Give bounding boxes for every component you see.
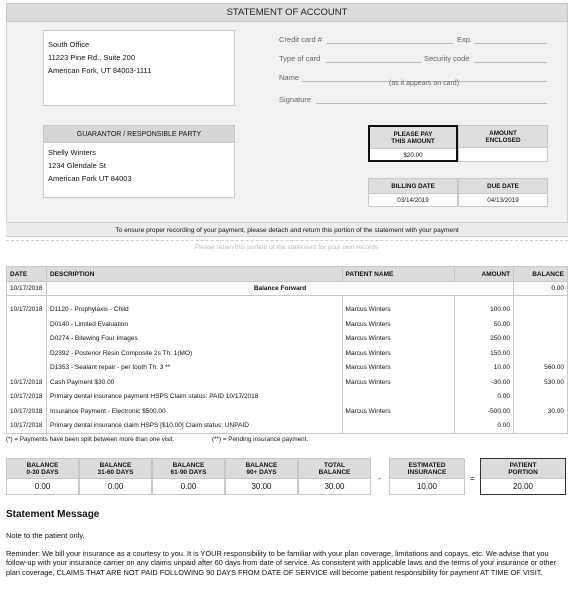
cell-amount: 150.00 <box>455 346 514 361</box>
cell-description: D1120 - Prophylaxis - Child <box>46 303 342 318</box>
exp-field[interactable] <box>474 43 547 44</box>
please-pay-amount: $20.00 <box>403 152 423 159</box>
estimated-insurance-label-line1: ESTIMATED <box>408 461 446 469</box>
cell-date <box>7 332 47 347</box>
aging-box-31-60 <box>79 458 152 495</box>
cardholder-name-label: Name <box>279 73 300 82</box>
signature-field[interactable] <box>316 103 547 104</box>
aging-label-line1: BALANCE <box>172 461 205 469</box>
cell-patient: Marcus Winters <box>342 317 455 332</box>
col-date-header: DATE <box>7 267 47 282</box>
cell-description: D1353 - Sealant repair - per tooth Th: 3 ** <box>46 361 342 376</box>
guarantor-title: GUARANTOR / RESPONSIBLE PARTY <box>44 126 234 143</box>
detach-instructions: To ensure proper recording of your payment, please detach and return this portion of the statement with your payment <box>6 222 568 237</box>
col-description-header: DESCRIPTION <box>46 267 342 282</box>
cell-date: 10/17/2018 <box>7 375 47 390</box>
table-row <box>7 361 568 376</box>
cell-amount: 250.00 <box>455 332 514 347</box>
table-row <box>7 346 568 361</box>
cell-amount: 10.00 <box>455 361 514 376</box>
table-row <box>7 303 568 318</box>
guarantor-address-line1: 1234 Glendale St <box>48 161 106 170</box>
security-code-field[interactable] <box>474 62 547 63</box>
exp-label: Exp. <box>457 35 473 44</box>
minus-sign: - <box>378 474 381 483</box>
cell-balance: 30.00 <box>514 404 568 419</box>
guarantor-name: Shelly Winters <box>48 148 96 157</box>
cell-date: 10/17/2018 <box>7 390 47 405</box>
billing-date-label: BILLING DATE <box>369 179 457 194</box>
balance-forward-balance: 0.00 <box>514 282 568 296</box>
cell-balance <box>514 332 568 347</box>
cell-description: D0274 - Bitewing Four Images <box>46 332 342 347</box>
office-address-box <box>43 30 235 106</box>
cell-balance <box>514 346 568 361</box>
cell-patient <box>342 419 455 434</box>
col-balance-header: BALANCE <box>514 267 568 282</box>
statement-message-note: Note to the patient only. <box>6 531 85 540</box>
cell-balance: 560.00 <box>514 361 568 376</box>
aging-value: 0.00 <box>34 482 51 491</box>
aging-box-90-plus <box>225 458 298 495</box>
cell-balance: 530.00 <box>514 375 568 390</box>
due-date-label: DUE DATE <box>459 179 547 194</box>
aging-label-line1: BALANCE <box>26 461 59 469</box>
cell-balance <box>514 390 568 405</box>
cell-date: 10/17/2018 <box>7 419 47 434</box>
aging-label-line1: BALANCE <box>99 461 132 469</box>
aging-value: 0.00 <box>180 482 197 491</box>
equals-sign: = <box>470 474 475 483</box>
cell-patient: Marcus Winters <box>342 404 455 419</box>
estimated-insurance-box <box>389 458 465 495</box>
amount-enclosed-box <box>458 125 548 162</box>
cell-description: Insurance Payment - Electronic $500.00 <box>46 404 342 419</box>
patient-portion-value: 20.00 <box>512 482 534 491</box>
guarantor-address-line2: American Fork UT 84003 <box>48 174 132 183</box>
cell-balance <box>514 303 568 318</box>
aging-label-line2: 0-30 DAYS <box>26 469 59 476</box>
table-row <box>7 390 568 405</box>
aging-value: 30.00 <box>251 482 272 491</box>
please-pay-label-line2: THIS AMOUNT <box>391 138 435 145</box>
aging-label-line2: 31-60 DAYS <box>97 469 134 476</box>
cell-date <box>7 346 47 361</box>
transactions-table <box>6 266 568 434</box>
please-pay-box <box>368 125 458 162</box>
signature-label: Signature <box>279 95 312 104</box>
estimated-insurance-value: 10.00 <box>416 482 438 491</box>
aging-label-line2: 90+ DAYS <box>246 469 277 476</box>
amount-enclosed-label-line2: ENCLOSED <box>485 137 521 144</box>
cell-amount: -500.00 <box>455 404 514 419</box>
cell-patient: Marcus Winters <box>342 332 455 347</box>
patient-portion-box <box>480 458 566 495</box>
credit-card-label: Credit card # <box>279 35 322 44</box>
cell-description: Primary dental insurance claim HSPS [$10.00] Claim status: UNPAID <box>46 419 342 434</box>
office-address-line1: 11223 Pine Rd., Suite 200 <box>48 53 136 62</box>
col-patient-header: PATIENT NAME <box>342 267 455 282</box>
cell-patient: Marcus Winters <box>342 303 455 318</box>
please-pay-label-line1: PLEASE PAY <box>393 131 433 138</box>
cardholder-name-hint: (as it appears on card) <box>389 80 460 87</box>
office-name: South Office <box>48 40 90 49</box>
estimated-insurance-label-line2: INSURANCE <box>407 469 447 476</box>
aging-label-line2: 61-90 DAYS <box>170 469 207 476</box>
cell-date <box>7 317 47 332</box>
statement-message-body: Reminder: We bill your insurance as a courtesy to you. It is YOUR responsibility to be familiar with your plan coverage, limitations and copays, etc. We advise that you follow-up with your insurance carrier on any claims unpaid after 60 days from date of service. As consistent with applicable laws and the terms of your insurance or other plan coverage, CLAIMS THAT ARE NOT PAID FOLLOWING 90 DAYS FROM DATE OF SERVICE will become patient responsibility for payment AT TIME OF VISIT. <box>6 549 557 577</box>
cell-amount: 100.00 <box>455 303 514 318</box>
table-row <box>7 375 568 390</box>
balance-forward-row <box>7 282 568 296</box>
card-type-label: Type of card <box>279 54 321 63</box>
footnote-pending-insurance: (**) = Pending insurance payment. <box>212 436 309 443</box>
cell-amount: 0.00 <box>455 419 514 434</box>
statement-message-title: Statement Message <box>6 509 100 520</box>
cell-description: Cash Payment $30.00 <box>46 375 342 390</box>
cell-patient: Marcus Winters <box>342 375 455 390</box>
table-row <box>7 317 568 332</box>
total-balance-box <box>298 458 371 495</box>
cell-description: D2392 - Posterior Resin Composite 2s Th: 1(MO) <box>46 346 342 361</box>
aging-box-61-90 <box>152 458 225 495</box>
guarantor-box <box>43 125 235 198</box>
patient-portion-label-line2: PORTION <box>508 469 538 476</box>
balance-forward-date: 10/17/2018 <box>7 282 47 296</box>
cell-date: 10/17/2018 <box>7 303 47 318</box>
office-address-line2: American Fork, UT 84003-1111 <box>48 66 152 75</box>
cell-balance <box>514 317 568 332</box>
balance-forward-label: Balance Forward <box>46 282 513 296</box>
total-balance-label-line1: TOTAL <box>323 461 346 469</box>
due-date-box <box>458 178 548 207</box>
cell-patient: Marcus Winters <box>342 346 455 361</box>
retain-instructions: Please retain this portion of the statement for your own records <box>194 244 379 251</box>
cell-amount: -30.00 <box>455 375 514 390</box>
perforation-line <box>6 240 568 241</box>
billing-date-box <box>368 178 458 207</box>
cell-description: Primary dental insurance payment HSPS Claim status: PAID 10/17/2018 <box>46 390 342 405</box>
cell-date <box>7 361 47 376</box>
billing-date-value: 03/14/2019 <box>397 197 429 204</box>
cell-description: D0140 - Limited Evaluation <box>46 317 342 332</box>
cell-amount: 50.00 <box>455 317 514 332</box>
table-row <box>7 404 568 419</box>
total-balance-label-line2: BALANCE <box>318 469 351 476</box>
total-balance-value: 30.00 <box>324 482 345 491</box>
aging-label-line1: BALANCE <box>245 461 278 469</box>
col-amount-header: AMOUNT <box>455 267 514 282</box>
security-code-label: Security code <box>424 54 470 63</box>
statement-title: STATEMENT OF ACCOUNT <box>6 3 568 22</box>
cell-balance <box>514 419 568 434</box>
credit-card-field[interactable] <box>326 43 453 44</box>
aging-value: 0.00 <box>107 482 124 491</box>
amount-enclosed-label-line1: AMOUNT <box>489 130 517 137</box>
table-row <box>7 419 568 434</box>
due-date-value: 04/13/2019 <box>487 197 519 204</box>
cell-amount: 0.00 <box>455 390 514 405</box>
cell-patient: Marcus Winters <box>342 361 455 376</box>
cell-patient <box>342 390 455 405</box>
footnote-split-payments: (*) = Payments have been split between more than one visit. <box>6 436 175 443</box>
table-row <box>7 332 568 347</box>
patient-portion-label-line1: PATIENT <box>509 461 537 469</box>
aging-box-0-30 <box>6 458 79 495</box>
card-type-field[interactable] <box>326 62 421 63</box>
cell-date: 10/17/2018 <box>7 404 47 419</box>
